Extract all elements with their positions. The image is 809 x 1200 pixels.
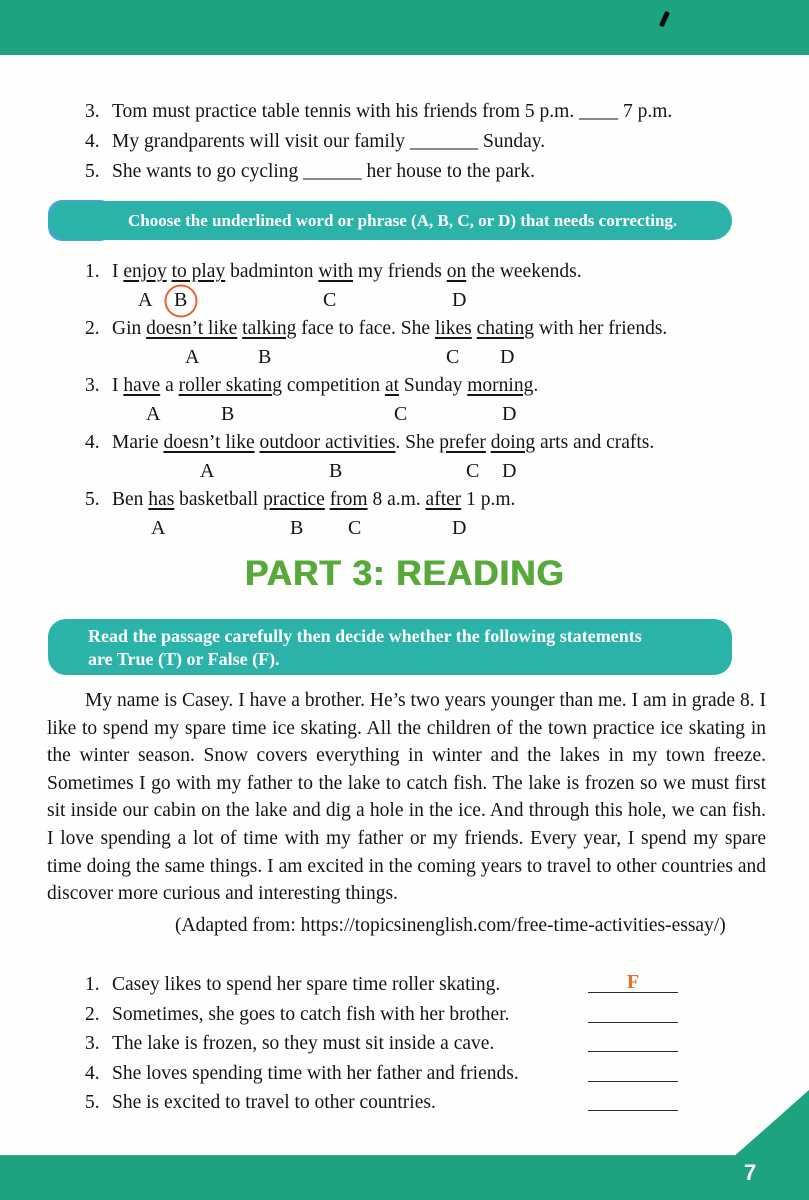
item-number: 4. — [85, 1062, 100, 1084]
option-letter: D — [452, 517, 467, 539]
reading-instruction-line2: are True (T) or False (F). — [88, 649, 280, 669]
underlined-phrase: roller skating — [178, 375, 283, 396]
tf-item — [85, 970, 745, 1000]
section-three-instruction-text: Choose the underlined word or phrase (A, B, C, or D) that needs correcting. — [128, 211, 678, 230]
underlined-phrase: doesn’t like — [146, 318, 238, 339]
answer-mark: F — [626, 971, 640, 993]
plain-text: competition — [282, 375, 385, 396]
option-letter: A — [151, 517, 166, 539]
plain-text: badminton — [225, 261, 319, 282]
option-letter: A — [138, 289, 153, 311]
item-number: 3. — [85, 101, 100, 122]
option-letter: A — [200, 460, 215, 482]
tf-statement: She loves spending time with her father and friends. — [112, 1062, 519, 1084]
underlined-phrase: has — [148, 489, 175, 510]
option-letter: C — [466, 460, 480, 482]
question-sentence — [85, 372, 745, 400]
plain-text: Sunday — [399, 375, 468, 396]
plain-text: face to face. She — [296, 318, 435, 339]
underlined-phrase: prefer — [439, 432, 486, 453]
answer-blank — [588, 1029, 678, 1052]
section-three-instruction-bar — [48, 201, 732, 240]
plain-text: Ben — [112, 489, 149, 510]
question-sentence — [85, 315, 745, 343]
item-text: Tom must practice table tennis with his friends from 5 p.m. ____ 7 p.m. — [112, 101, 673, 122]
option-letter: D — [502, 403, 517, 425]
plain-text: my friends — [353, 261, 447, 282]
fill-in-item — [85, 127, 745, 157]
tf-item — [85, 1029, 745, 1059]
underlined-phrase: from — [329, 489, 368, 510]
option-letter: D — [502, 460, 517, 482]
underlined-phrase: after — [425, 489, 462, 510]
underlined-phrase: at — [384, 375, 400, 396]
tf-statement: The lake is frozen, so they must sit inside a cave. — [112, 1033, 495, 1055]
item-number: 1. — [85, 261, 100, 282]
pen-mark — [659, 11, 670, 28]
fill-in-items — [85, 97, 745, 187]
plain-text: basketball — [174, 489, 264, 510]
option-letters — [85, 514, 745, 542]
tf-statement: Sometimes, she goes to catch fish with her brother. — [112, 1003, 510, 1025]
reading-instruction-bar — [48, 619, 732, 675]
answer-blank — [588, 1088, 678, 1111]
fill-in-item — [85, 157, 745, 187]
plain-text: . She — [395, 432, 440, 453]
part-three-title: PART 3: READING — [244, 554, 565, 593]
underlined-phrase: enjoy — [123, 261, 167, 282]
question-item — [85, 429, 745, 486]
item-number: 5. — [85, 161, 100, 182]
question-item — [85, 486, 745, 543]
tf-item — [85, 1088, 745, 1118]
option-letter: C — [348, 517, 362, 539]
plain-text: 1 p.m. — [461, 489, 516, 510]
underlined-phrase: to play — [171, 261, 226, 282]
item-number: 1. — [85, 974, 100, 995]
tf-item — [85, 1059, 745, 1089]
plain-text: I — [112, 261, 124, 282]
option-letter: B — [329, 460, 343, 482]
true-false-items — [85, 970, 745, 1118]
underlined-phrase: practice — [263, 489, 325, 510]
item-number: 5. — [85, 1092, 100, 1114]
reading-instruction-line1: Read the passage carefully then decide whether the following statements — [88, 626, 642, 646]
item-number: 4. — [85, 432, 100, 453]
tf-statement: Casey likes to spend her spare time roller skating. — [112, 974, 501, 995]
plain-text: a — [160, 375, 179, 396]
item-number: 2. — [85, 1003, 100, 1025]
underlined-phrase: doesn’t like — [163, 432, 255, 453]
underlined-phrase: chating — [476, 318, 535, 339]
option-letter: C — [323, 289, 337, 311]
item-number: 3. — [85, 1033, 100, 1055]
fill-in-item — [85, 97, 745, 127]
question-item — [85, 258, 745, 315]
item-number: 3. — [85, 375, 100, 396]
item-number: 2. — [85, 318, 100, 339]
option-letters — [85, 286, 745, 314]
plain-text: Gin — [112, 318, 147, 339]
answer-blank — [588, 1059, 678, 1082]
option-letters — [85, 457, 745, 485]
option-letter: A — [146, 403, 161, 425]
option-letters — [85, 400, 745, 428]
underlined-phrase: with — [318, 261, 354, 282]
plain-text: . — [533, 375, 539, 396]
option-letter: A — [185, 346, 200, 368]
question-sentence — [85, 486, 745, 514]
passage-citation: (Adapted from: https://topicsinenglish.com/free-time-activities-essay/) — [175, 915, 726, 936]
plain-text: I — [112, 375, 124, 396]
underlined-phrase: on — [446, 261, 467, 282]
correction-questions — [85, 258, 745, 543]
option-letter: B — [290, 517, 304, 539]
plain-text: with her friends. — [534, 318, 668, 339]
item-text: My grandparents will visit our family _______ Sunday. — [112, 131, 546, 152]
question-sentence — [85, 429, 745, 457]
plain-text: Marie — [112, 432, 164, 453]
underlined-phrase: outdoor activities — [259, 432, 396, 453]
underlined-phrase: morning — [467, 375, 534, 396]
option-letter: B — [221, 403, 235, 425]
underlined-phrase: likes — [434, 318, 472, 339]
question-item — [85, 372, 745, 429]
option-letter: B — [258, 346, 272, 368]
option-letters — [85, 343, 745, 371]
plain-text: the weekends. — [466, 261, 582, 282]
underlined-phrase: have — [123, 375, 161, 396]
reading-passage: My name is Casey. I have a brother. He’s two years younger than me. I am in grade 8. I like to spend my spare time ice skating. All the children of the town practice ice skating in the winter season. Snow covers everything in winter and the lakes in my town freeze. Sometimes I go with my father to the lake to catch fish. The lake is frozen so we must first sit inside our cabin on the lake and dig a hole in the ice. And through this hole, we can fish. I love spending a lot of time with my father or my friends. Every year, I spend my spare time doing the same things. I am excited in the coming years to travel to other countries and discover more curious and interesting things. — [47, 690, 766, 905]
tf-statement: She is excited to travel to other countries. — [112, 1092, 436, 1114]
question-item — [85, 315, 745, 372]
option-letter: D — [500, 346, 515, 368]
tf-item — [85, 1000, 745, 1030]
option-letter: C — [394, 403, 408, 425]
option-letter: C — [446, 346, 460, 368]
answer-blank — [588, 1000, 678, 1023]
question-sentence — [85, 258, 745, 286]
option-letter: D — [452, 289, 467, 311]
option-letter-circled: B — [174, 286, 187, 314]
underlined-phrase: talking — [242, 318, 297, 339]
plain-text: arts and crafts. — [535, 432, 655, 453]
item-text: She wants to go cycling ______ her house to the park. — [112, 161, 535, 182]
underlined-phrase: doing — [490, 432, 536, 453]
top-green-band — [0, 0, 809, 55]
page-number: 7 — [744, 1160, 757, 1185]
plain-text: 8 a.m. — [367, 489, 426, 510]
item-number: 5. — [85, 489, 100, 510]
item-number: 4. — [85, 131, 100, 152]
